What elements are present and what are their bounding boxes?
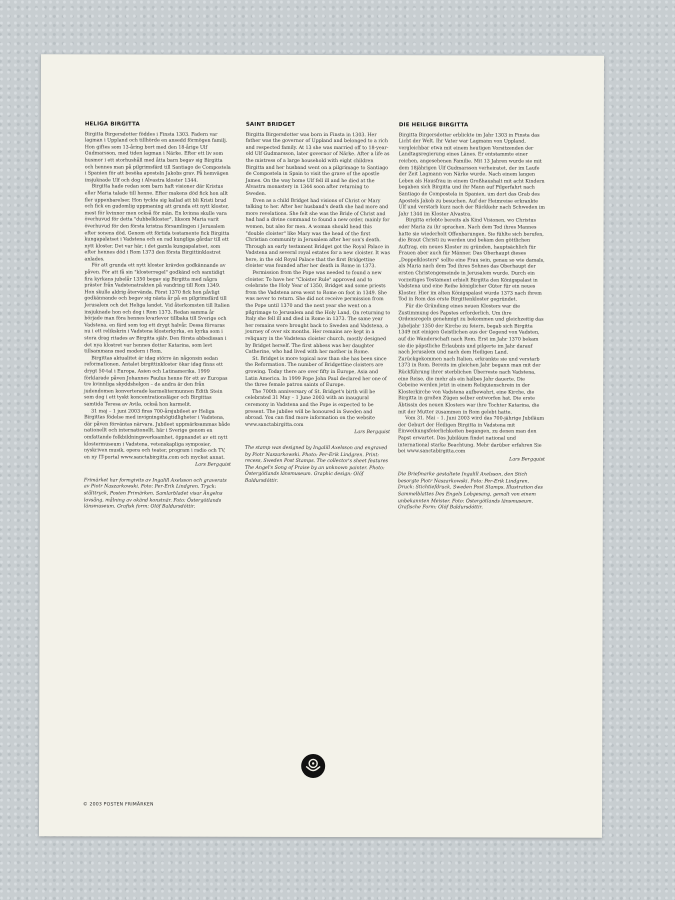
heading-german: DIE HEILIGE BIRGITTA [398, 122, 469, 129]
paragraph: St. Bridget is more topical now than she has been since the Reformation. The number of Bridgettine cloisters are growing. Today there are over fifty in Europe, Asia and Latin America. In 1999 Pope John Paul declared her one of the three female patron saints of Europe. [245, 356, 387, 389]
signature: Lars Bergquist [354, 430, 391, 436]
credits-german: Die Briefmarke gestaltete Ingalill Axelsson, den Stich besorgte Piotr Naszarkowski. Foto: Per-Erik Lindgren. Druck: Stichtiefdruck, Sweden Post Stamps. Illustration des Sammelblattes Des Engels Lobgesang, gemalt von einem unbekannten Meister. Foto: Östergötlands länsmuseum. Grafische Form: Olöf Baldursdóttir. [397, 472, 543, 511]
column-swedish [84, 121, 232, 511]
paragraph: 31 maj – 1 juni 2003 firas 700-årsjubileet av Heliga Birgittas födelse med invigningshögtidligheter i Vadstena, där påven förväntas närvara. Jubileet uppmärksammas både nationellt och internationellt, här i Sverige genom en omfattande folkbildningsverksamhet, öppnandet av ett nytt klostermuseum i Vadstena, vetenskapliga symposier, nyskriven musik, opera och teater, program i radio och TV, en ny IT-portal www.sanctabirgitta.com och mycket annat. [83, 408, 231, 461]
signature: Lars Bergquist [195, 462, 231, 469]
paragraph: Permission from the Pope was needed to found a new cloister. To have her "Cloister Rule" approved and to celebrate the Holy Year of 1350, Bridget and some priests from the Vadstena area went to Rome on foot in 1349. She was never to return. She did not receive permission from the Pope until 1370 and the next year she went on a pilgrimage to Jerusalem and the Holy Land. On returning to Italy she fell ill and died in Rome in 1373. The same year her remains were brought back to Sweden and Vadstena, a journey of over six months. Her remains are kept in a reliquary in the Vadstena cloister church, mostly designed by Bridget herself. The first abbess was her daughter Catherine, who had lived with her mother in Rome. [245, 270, 391, 356]
column-english [245, 122, 391, 486]
paragraph: Birgitta erlebte bereits als Kind Visionen, wo Christus oder Maria zu ihr sprachen. Nach dem Tod ihres Mannes hatte sie wiederholt Offenbarungen. Sie fühlte sich berufen, die Braut Christi zu werden und bekam den göttlichen Auftrag, ein neues Kloster zu gründen, hauptsächlich für Frauen aber auch für Männer. Das Oberhaupt dieses „Doppelklosters" sollte eine Frau sein, genau so wie damals, als Maria nach dem Tod ihres Sohnes das Oberhaupt der ersten Christengemeinde in Jerusalem wurde. Durch ein vorzeitiges Testament erhielt Birgitta den Königspalast in Vadstena und eine Reihe königlicher Güter für ein neues Kloster. Hier im alten Königspalast wurde 1373 nach ihrem Tod in Rom das erste Birgittenkloster gegründet. [398, 218, 545, 303]
posthorn-icon [301, 754, 325, 778]
copyright-line: © 2003 POSTEN FRIMÄRKEN [83, 802, 154, 808]
credits-english: The stamp was designed by Ingalill Axelsson and engraved by Piotr Naszarkowski. Photo: Per-Erik Lindgren. Print: recess, Sweden Post Stamps. The collector's sheet features The Angel's Song of Praise by an unknown painter. Photo: Östergötlands länsmuseum. Graphic design: Olöf Baldursdóttir. [244, 445, 388, 484]
column-german [398, 122, 546, 512]
credits-swedish: Frimärket har formgivits av Ingalill Axelsson och graverats av Piotr Naszarkowski. Foto: Per-Erik Lindgren. Tryck: stålttryck, Posten Frimärken. Samlarbladet visar Ängelns lovsång, målning av okänd konstnär. Foto: Östergötlands länsmuseum. Grafisk form: Olöf Baldursdóttir. [83, 478, 227, 510]
paragraph: Birgitta hade redan som barn haft visioner där Kristus eller Maria talade till henne. Efter makens död fick hon allt fler uppenbarelser. Hon tyckte sig kallad att bli Kristi brud och fick en gudomlig uppmaning att grunda ett nytt kloster, mest för kvinnor men också för män. En kvinna skulle vara överhuvud för detta "dubbelkloster", liksom Maria varit överhuvud för den första kristna församlingen i Jerusalem efter sonens död. Genom ett förtida testamente fick Birgitta kungapalatset i Vadstena och en rad kungliga gårdar till ett nytt kloster. Det var här, i det gamla kungapalatset, som efter hennes död i Rom 1373 den första Birgittinklostret anlades. [84, 184, 230, 263]
paragraph: Even as a child Bridget had visions of Christ or Mary talking to her. After her husband's death she had more and more revelations. She felt she was the Bride of Christ and had had a divine command to found a new order, mainly for women, but also for men. A woman should head this "double cloister" like Mary was the head of the first Christian community in Jerusalem after her son's death. Through an early testament Bridget got the Royal Palace in Vadstena and several royal estates for a new cloister. It was here, in the old Royal Palace that the first Bridgettine cloister was founded after her death in Rome in 1373. [245, 198, 390, 270]
paragraph: Birgitta Birgersdotter erblickte im Jahr 1303 in Finsta das Licht der Welt. Ihr Vater war Lagmann von Uppland, vergleichbar etwa mit einem heutigen Vorsitzenden der Landtagsregierung eines Länes. Er entstammte einer reichen, angesehenen Familie. Mit 13 Jahren wurde sie mit dem 18jährigen Ulf Gudmarsson verheiratet, der im Laufe der Zeit Lagmann von Närke wurde. Nach einem langen Leben als Hausfrau in einem Großhaushalt mit acht Kindern begaben sich Birgitta und ihr Mann auf Pilgerfahrt nach Santiago de Compostela in Spanien, um dort das Grab des Apostels Jakob zu besuchen. Auf der Heimreise erkrankte Ulf und verstarb kurz nach der Rückkehr nach Schweden im Jahr 1344 im Kloster Alvastra. [398, 132, 545, 218]
heading-swedish: HELIGA BIRGITTA [84, 121, 140, 128]
collector-sheet [39, 54, 604, 837]
signature: Lars Bergquist [509, 457, 545, 463]
heading-english: SAINT BRIDGET [245, 121, 296, 128]
paragraph: Birgitta Birgersdotter föddes i Finsta 1303. Fadern var lagman i Uppland och tillhörde en ansedd förmögen familj. Hon giftes som 13-åring bort med den 18-årige Ulf Gudmarsson, med tiden lagman i Närke. Efter ett liv som husmor i ett storhushåll med åtta barn begav sig Birgitta och hennes man på pilgrimsfärd till Santiago de Compostela i Spanien för att besöka aposteln Jakobs grav. På hemvägen insjuknade Ulf och dog i Alvastra kloster 1344. [84, 131, 231, 184]
paragraph: The 700th anniversary of St. Bridget's birth will be celebrated 31 May – 1 June 2003 with an inaugural ceremony in Vadstena and the Pope is expected to be present. The jubilee will be honoured in Sweden and abroad. You can find more information on the website www.sanctabirgitta.com [245, 389, 376, 428]
paragraph: Birgittas aktualitet är idag större än någonsin sedan reformationen. Antalet birgittinkloster ökar idag finns ett drygt 50-tal i Europa, Asien och Latinamerika. 1999 förklarade påven Johannes Paulus henne för ett av Europas tre kvinnliga skyddshelgon – de andra är den från judendomen konverterade karmelitermunnen Edith Stein som dog i ett tyskt koncentrationsläger och Birgittas samtida Teresa av Avila, också hon karmelit. [84, 356, 228, 408]
paragraph: Für die Gründung eines neuen Klosters war die Zustimmung des Papstes erforderlich. Um ihre Ordensregeln genehmigt zu bekommen und gleichzeitig das Jubeljahr 1350 der Kirche zu feiern, begab sich Birgitta 1349 mit einigen Geistlichen aus der Gegend von Vadsten, auf die Wanderschaft nach Rom. Erst im Jahr 1370 bekam sie die päpstliche Erlaubnis und pilgerte im Jahr darauf nach Jerusalem und nach dem Heiligen Land. Zurückgekommen nach Italien, erkrankte sie und verstarb 1373 in Rom. Bereits im gleichen Jahr begann man mit der Rückführung ihrer sterblichen Überreste nach Vadstena, eine Reise, die mehr als ein halbes Jahr dauerte. Die Gebeine werden jetzt in einem Reliquienschrein in der Klosterkirche von Vadstena aufbewahrt, eine Kirche, die Birgitta in großen Zügen selber entworfen hat. Die erste Äbtissin des neuen Klosters war ihre Tochter Katarina, die mit der Mutter zusammen in Rom gelebt hatte. [398, 304, 544, 416]
paragraph: Birgitta Birgersdotter was born in Finsta in 1303. Her father was the governor of Uppland and belonged to a rich and respected family. At 13 she was married off to 18-year-old Ulf Gudmarsson, later governor of Närke. After a life as the mistress of a large household with eight children Birgitta and her husband went on a pilgrimage to Santiago de Compostela in Spain to visit the grave of the apostle James. On the way home Ulf fell ill and he died at the Alvastra monastery in 1344 soon after returning to Sweden. [245, 132, 390, 197]
paragraph: För att grunda ett nytt kloster krävdes godkännande av påven. För att få sin "klosterregel" godkänd och samtidigt fira kyrkans jubelår 1350 begav sig Birgitta med några präster från Vadstenatrakten på vandring till Rom 1349. Hon skulle aldrig återvända. Först 1370 fick hon påvligt godkännande och begav sig nästa år på en pilgrimsfärd till Jerusalem och det Heliga landet. Vid återkomsten till Italien insjuknade hon och dog i Rom 1373. Redan samma år började man föra hennes kvarlevor tillbaka till Sverige och Vadstena, en färd som tog ett drygt halvår. Dessa förvaras nu i ett relikskrin i Vadstena klosterkyrka, en kyrka som i stora drag ritades av Birgitta själv. Den första abbedissan i det nya klostret var hennes dotter Katarina, som levt tillsammans med modern i Rom. [84, 263, 230, 355]
paragraph: Vom 31. Mai – 1. Juni 2003 wird das 700-jährige Jubiläum der Geburt der Heiligen Birgitta in Vadstena mit Einweihungsfeierlichkeiten begangen, zu denen man den Papst erwartet. Das Jubiläum findet national und international starke Beachtung. Mehr darüber erfahren Sie bei www.sanctabirgitta.com [397, 416, 545, 455]
